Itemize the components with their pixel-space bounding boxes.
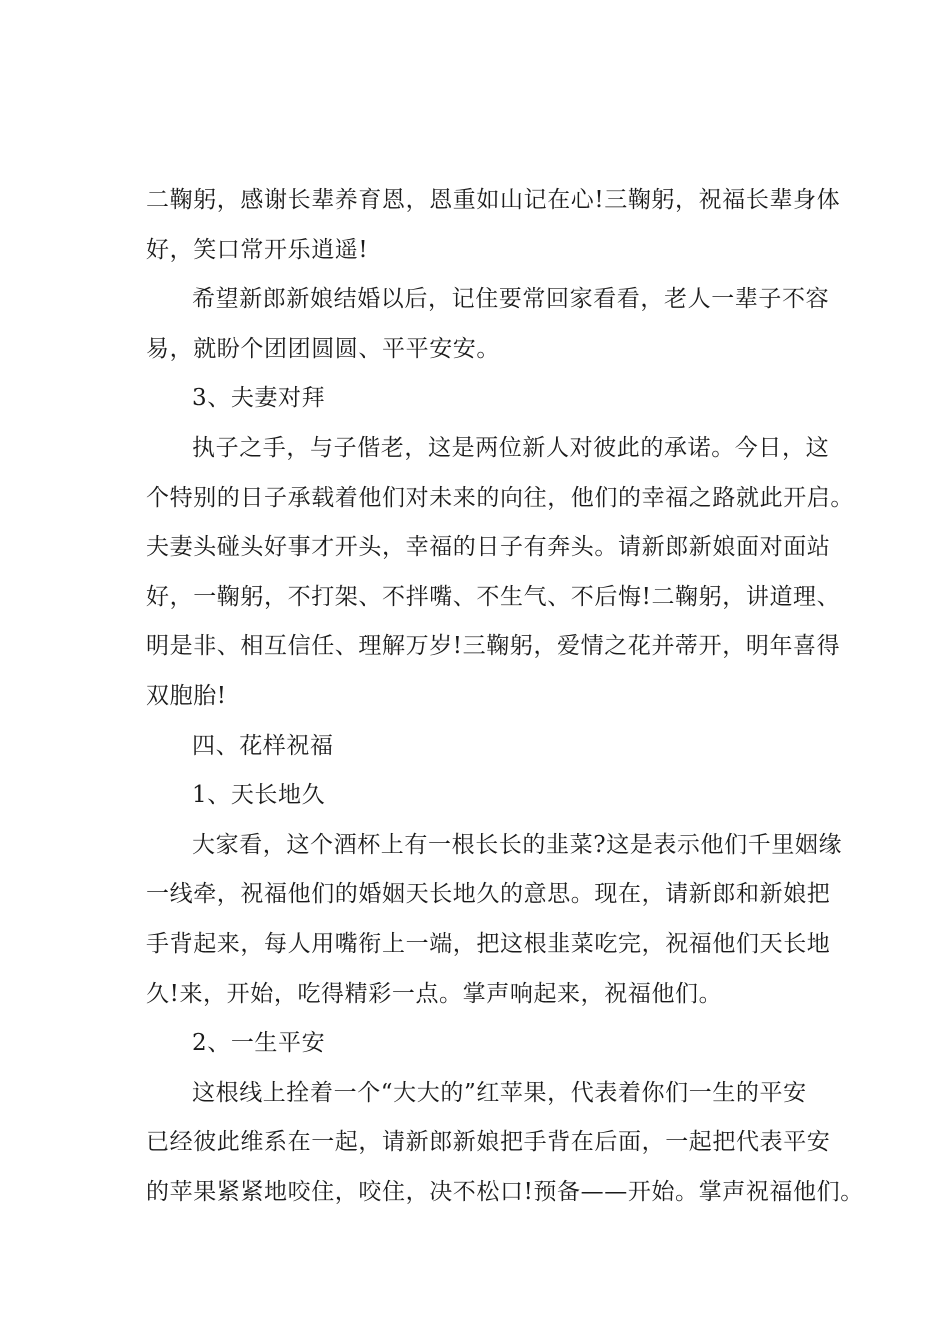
text-line: 明是非、相互信任、理解万岁!三鞠躬，爱情之花并蒂开，明年喜得: [146, 633, 841, 660]
document-body: [146, 176, 864, 1217]
text-line: 已经彼此维系在一起，请新郎新娘把手背在后面，一起把代表平安: [146, 1129, 831, 1156]
section-heading: 2、一生平安: [192, 1030, 326, 1057]
text-line: 个特别的日子承载着他们对未来的向往，他们的幸福之路就此开启。: [146, 484, 854, 511]
text-line: 久!来，开始，吃得精彩一点。掌声响起来，祝福他们。: [146, 980, 723, 1007]
paragraph-start: 希望新郎新娘结婚以后，记住要常回家看看，老人一辈子不容: [192, 286, 830, 313]
text-line: 的苹果紧紧地咬住，咬住，决不松口!预备——开始。掌声祝福他们。: [146, 1178, 864, 1205]
text-line: 夫妻头碰头好事才开头，幸福的日子有奔头。请新郎新娘面对面站: [146, 534, 831, 561]
section-heading: 3、夫妻对拜: [192, 385, 326, 412]
section-heading: 1、天长地久: [192, 782, 326, 809]
text-line: 手背起来，每人用嘴衔上一端，把这根韭菜吃完，祝福他们天长地: [146, 930, 831, 957]
text-line: 一线牵，祝福他们的婚姻天长地久的意思。现在，请新郎和新娘把: [146, 881, 831, 908]
paragraph-start: 执子之手，与子偕老，这是两位新人对彼此的承诺。今日，这: [192, 434, 830, 461]
text-line: 易，就盼个团团圆圆、平平安安。: [146, 335, 500, 362]
paragraph-start: 这根线上拴着一个“大大的”红苹果，代表着你们一生的平安: [192, 1079, 807, 1106]
text-line: 二鞠躬，感谢长辈养育恩，恩重如山记在心!三鞠躬，祝福长辈身体: [146, 187, 841, 213]
text-line: 好，笑口常开乐逍遥!: [146, 236, 369, 263]
text-line: 双胞胎!: [146, 682, 227, 709]
text-line: 好，一鞠躬，不打架、不拌嘴、不生气、不后悔!二鞠躬，讲道理、: [146, 583, 841, 610]
section-heading: 四、花样祝福: [192, 732, 334, 759]
paragraph-start: 大家看，这个酒杯上有一根长长的韭菜?这是表示他们千里姻缘: [192, 831, 843, 858]
